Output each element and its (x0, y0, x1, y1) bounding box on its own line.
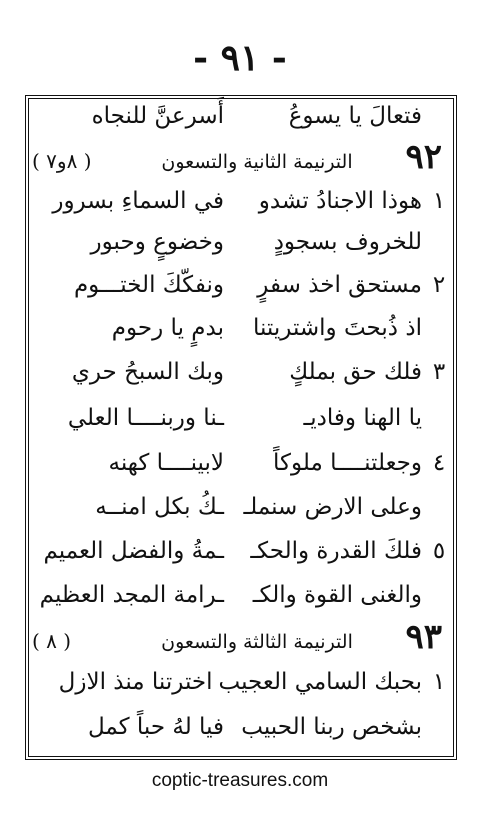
verse-second-half: اخترتنا منذ الازل (58, 669, 213, 695)
hymn-title: الترنيمة الثالثة والتسعون (161, 631, 353, 653)
verse-first-half: بحبك السامي العجيب (218, 669, 422, 695)
verse-first-half: والغنى القوة والكـ (252, 582, 422, 608)
verse-second-half: ـنا وربنــــا العلي (67, 405, 224, 431)
hymn-number: ٩٢ (405, 137, 442, 177)
verse-line (32, 667, 450, 697)
verse-first-half: يا الهنا وفاديـ (303, 405, 422, 431)
verse-number (428, 580, 450, 610)
verse-second-half: ونفكّكَ الختـــوم (73, 272, 224, 298)
verse-line (32, 580, 450, 610)
hymn-tune: ( ٨ ) (32, 629, 72, 653)
verse-second-half: وبك السبحُ حري (71, 359, 224, 385)
verse-first-half: فلكَ القدرة والحكـ (250, 538, 422, 564)
verse-number: ٤ (432, 450, 446, 476)
verse-first-half: بشخص ربنا الحبيب (241, 714, 422, 740)
verse-number: ٢ (432, 272, 446, 298)
hymn-number: ٩٣ (405, 617, 442, 657)
verse-line (32, 101, 450, 131)
verse-line (32, 357, 450, 387)
verse-second-half: أَسرعنَّ للنجاه (91, 103, 224, 129)
verse-second-half: ـكُ بكل امنــه (95, 494, 224, 520)
footer-url: coptic-treasures.com (151, 770, 329, 791)
verse-first-half: مستحق اخذ سفرٍ (257, 272, 422, 298)
verse-line (32, 270, 450, 300)
verse-second-half: لابينــــا كهنه (108, 450, 224, 476)
verse-number (428, 492, 450, 522)
verse-first-half: فتعالَ يا يسوعُ (288, 103, 422, 129)
verse-number: ٣ (432, 359, 446, 385)
verse-number (428, 313, 450, 343)
verse-number: ٥ (432, 538, 446, 564)
verse-number (428, 403, 450, 433)
verse-line (32, 492, 450, 522)
verse-line (32, 536, 450, 566)
verse-second-half: فيا لهُ حباً كمل (87, 714, 224, 740)
verse-second-half: ـمةُ والفضل العميم (43, 538, 224, 564)
hymn-heading (32, 617, 450, 657)
verse-second-half: في السماءِ بسرور (52, 188, 224, 214)
verse-number (428, 712, 450, 742)
verse-first-half: للخروف بسجودٍ (273, 229, 422, 255)
verse-second-half: ـرامة المجد العظيم (39, 582, 224, 608)
page-number: - ٩١ - (193, 37, 287, 79)
verse-first-half: وجعلتنــــا ملوكاً (273, 450, 422, 476)
verse-line (32, 186, 450, 216)
hymn-title: الترنيمة الثانية والتسعون (161, 151, 353, 173)
verse-first-half: اذ ذُبحتَ واشتريتنا (252, 315, 422, 341)
verse-line (32, 403, 450, 433)
verse-second-half: بدمٍ يا رحوم (111, 315, 224, 341)
verse-number (428, 227, 450, 257)
hymn-heading (32, 137, 450, 177)
verse-line (32, 227, 450, 257)
verse-line (32, 448, 450, 478)
verse-number (428, 101, 450, 131)
verse-number: ١ (432, 669, 446, 695)
verse-number: ١ (432, 188, 446, 214)
verse-line (32, 712, 450, 742)
hymn-tune: ( ٨و٧ ) (32, 149, 92, 173)
verse-line (32, 313, 450, 343)
verse-first-half: فلك حق بملكٍ (289, 359, 422, 385)
verse-first-half: هوذا الاجنادُ تشدو (258, 188, 422, 214)
verse-second-half: وخضوعٍ وحبور (90, 229, 224, 255)
verse-first-half: وعلى الارض سنملـ (243, 494, 422, 520)
